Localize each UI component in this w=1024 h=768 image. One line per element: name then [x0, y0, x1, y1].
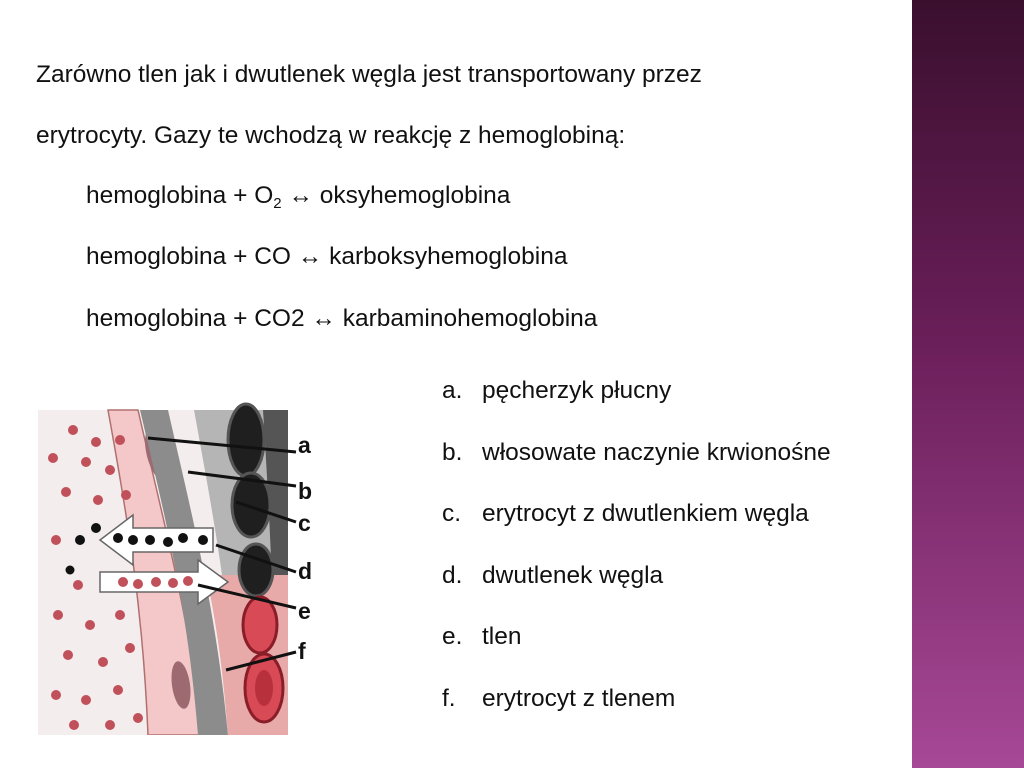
legend-letter: f.	[442, 684, 456, 712]
reaction-reactant: hemoglobina + CO	[86, 243, 291, 270]
diagram-label-f: f	[298, 638, 306, 664]
legend-letter: b.	[442, 438, 463, 466]
legend-letter: d.	[442, 561, 463, 589]
legend-text: tlen	[482, 623, 522, 650]
legend-text: erytrocyt z dwutlenkiem węgla	[482, 500, 809, 527]
erythrocyte-with-oxygen	[243, 597, 277, 653]
decorative-sidebar	[912, 0, 1024, 768]
legend-text: erytrocyt z tlenem	[482, 684, 676, 712]
diagram-label-a: a	[298, 432, 311, 458]
reaction-reactant: hemoglobina + CO2	[86, 305, 305, 332]
intro-line-2: erytrocyty. Gazy te wchodzą w reakcję z hemoglobiną:	[36, 122, 626, 149]
legend-item	[442, 376, 831, 438]
legend-item	[442, 622, 831, 684]
reaction-arrow: ↔	[288, 182, 313, 209]
reaction-product: karbaminohemoglobina	[342, 305, 598, 332]
erythrocyte-with-co2	[228, 404, 264, 476]
diagram-label-d: d	[298, 558, 313, 584]
legend-item	[442, 561, 831, 623]
legend-item	[442, 684, 831, 746]
reaction-oxygen	[86, 181, 510, 211]
reaction-subscript: 2	[273, 195, 282, 212]
legend-text: pęcherzyk płucny	[482, 377, 672, 404]
legend-letter: e.	[442, 623, 463, 650]
legend-letter: a.	[442, 377, 463, 404]
legend-text: włosowate naczynie krwionośne	[482, 438, 831, 466]
erythrocyte-center	[255, 670, 273, 706]
diagram-label-b: b	[298, 478, 313, 504]
reaction-reactant: hemoglobina + O	[86, 182, 274, 209]
reaction-arrow: ↔	[297, 243, 323, 270]
gas-exchange-diagram	[38, 400, 328, 735]
reaction-carbon-monoxide	[86, 242, 567, 272]
intro-line-1: Zarówno tlen jak i dwutlenek węgla jest transportowany przez	[36, 61, 702, 88]
diagram-label-e: e	[298, 598, 311, 624]
diagram-label-c: c	[298, 510, 311, 536]
legend-list	[442, 376, 831, 745]
reaction-product: oksyhemoglobina	[319, 182, 511, 209]
reaction-product: karboksyhemoglobina	[329, 243, 568, 270]
legend-letter: c.	[442, 500, 462, 527]
erythrocyte-with-co2	[239, 544, 273, 596]
legend-item	[442, 438, 831, 500]
legend-text: dwutlenek węgla	[482, 561, 664, 589]
reaction-arrow: ↔	[311, 305, 336, 332]
reaction-carbon-dioxide	[86, 304, 597, 334]
legend-item	[442, 499, 831, 561]
